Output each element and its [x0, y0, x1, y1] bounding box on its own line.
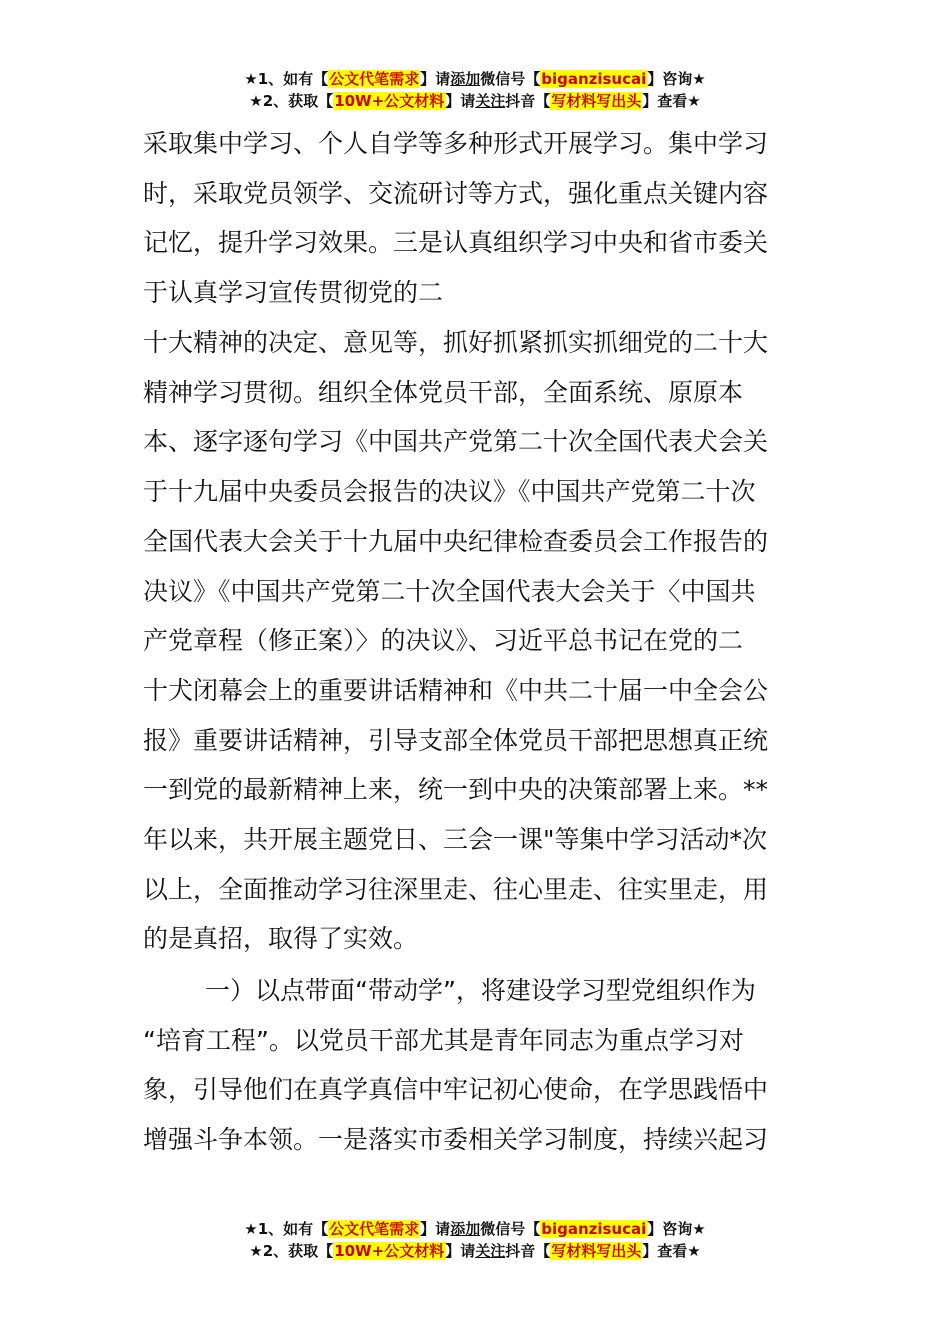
section-heading-line: 一）以点带面“带动学”，将建设学习型党组织作为 [205, 976, 756, 1005]
header-line-2-mid: 】请 [445, 92, 476, 110]
header-line-1 [0, 68, 950, 90]
footer-line-2-mid: 】请 [445, 1242, 476, 1260]
text-line: 的是真招，取得了实效。 [143, 924, 419, 954]
header-line-1-mid2: 微信号【 [480, 70, 541, 88]
header-highlight-wechat-id: biganzisucai [541, 70, 647, 88]
text-line: 记忆，提升学习效果。三是认真组织学习中央和省市委关 [143, 228, 769, 258]
text-line: 于认真学习宣传贯彻党的二 [143, 278, 444, 308]
footer-line-2-suffix: 】查看★ [642, 1242, 701, 1260]
text-line: 一到党的最新精神上来，统一到中央的决策部署上来。** [143, 775, 769, 805]
footer-line-2-mid2: 抖音【 [505, 1242, 551, 1260]
footer-line-1-underlined: 添加 [450, 1220, 481, 1238]
footer-highlight-wechat-id: biganzisucai [541, 1220, 647, 1238]
text-line: 报》重要讲话精神，引导支部全体党员干部把思想真正统 [143, 725, 769, 755]
header-line-1-mid: 】请 [420, 70, 451, 88]
footer-line-1-mid2: 微信号【 [480, 1220, 541, 1238]
header-banner [0, 68, 950, 112]
text-line: 决议》《中国共产党第二十次全国代表大会关于〈中国共 [143, 576, 756, 606]
header-highlight-douyin-account: 写材料写出头 [551, 92, 642, 110]
header-highlight-ghostwriting: 公文代笔需求 [329, 70, 420, 88]
text-line: 全国代表大会关于十九届中央纪律检查委员会工作报告的 [143, 526, 769, 556]
header-line-2-mid2: 抖音【 [505, 92, 551, 110]
text-line: 产党章程（修正案）〉的决议》、习近平总书记在党的二 [143, 626, 744, 656]
footer-highlight-materials: 10W+公文材料 [334, 1242, 445, 1260]
header-line-1-suffix: 】咨询★ [647, 70, 706, 88]
text-line: 于十九届中央委员会报告的决议》《中国共产党第二十次 [143, 477, 756, 507]
header-line-1-underlined: 添加 [450, 70, 481, 88]
footer-line-2 [0, 1240, 950, 1262]
text-line: 象，引导他们在真学真信中牢记初心使命，在学思践悟中 [143, 1075, 769, 1105]
header-line-2-prefix: ★2、获取【 [249, 92, 334, 110]
text-line: 年以来，共开展主题党日、三会一课"等集中学习活动*次 [143, 825, 768, 855]
header-line-1-prefix: ★1、如有【 [244, 70, 329, 88]
footer-line-1-mid: 】请 [420, 1220, 451, 1238]
text-line: 十大精神的决定、意见等，抓好抓紧抓实抓细党的二十大 [143, 328, 769, 357]
header-line-2 [0, 90, 950, 112]
text-line: 采取集中学习、个人自学等多种形式开展学习。集中学习 [143, 129, 769, 158]
study-implementation-paragraph [143, 318, 811, 964]
footer-line-1-prefix: ★1、如有【 [244, 1220, 329, 1238]
text-line: “培育工程”。以党员干部尤其是青年同志为重点学习对 [143, 1025, 744, 1055]
section-one-paragraph [143, 966, 811, 1165]
footer-line-2-prefix: ★2、获取【 [249, 1242, 334, 1260]
footer-line-2-underlined: 关注 [475, 1242, 506, 1260]
footer-highlight-douyin-account: 写材料写出头 [551, 1242, 642, 1260]
text-line: 本、逐字逐句学习《中国共产党第二十次全国代表犬会关 [143, 427, 769, 457]
header-highlight-materials: 10W+公文材料 [334, 92, 445, 110]
text-line: 以上，全面推动学习往深里走、往心里走、往实里走，用 [143, 874, 769, 904]
text-line: 增强斗争本领。一是落实市委相关学习制度，持续兴起习 [143, 1125, 769, 1155]
footer-banner [0, 1218, 950, 1262]
text-line: 精神学习贯彻。组织全体党员干部，全面系统、原原本 [143, 377, 744, 407]
footer-line-1-suffix: 】咨询★ [647, 1220, 706, 1238]
continuation-paragraph [143, 119, 811, 318]
header-line-2-underlined: 关注 [475, 92, 506, 110]
header-line-2-suffix: 】查看★ [642, 92, 701, 110]
text-line: 十犬闭幕会上的重要讲话精神和《中共二十届一中全会公 [143, 675, 769, 705]
footer-highlight-ghostwriting: 公文代笔需求 [329, 1220, 420, 1238]
text-line: 时，采取党员领学、交流研讨等方式，强化重点关键内容 [143, 178, 769, 208]
footer-line-1 [0, 1218, 950, 1240]
